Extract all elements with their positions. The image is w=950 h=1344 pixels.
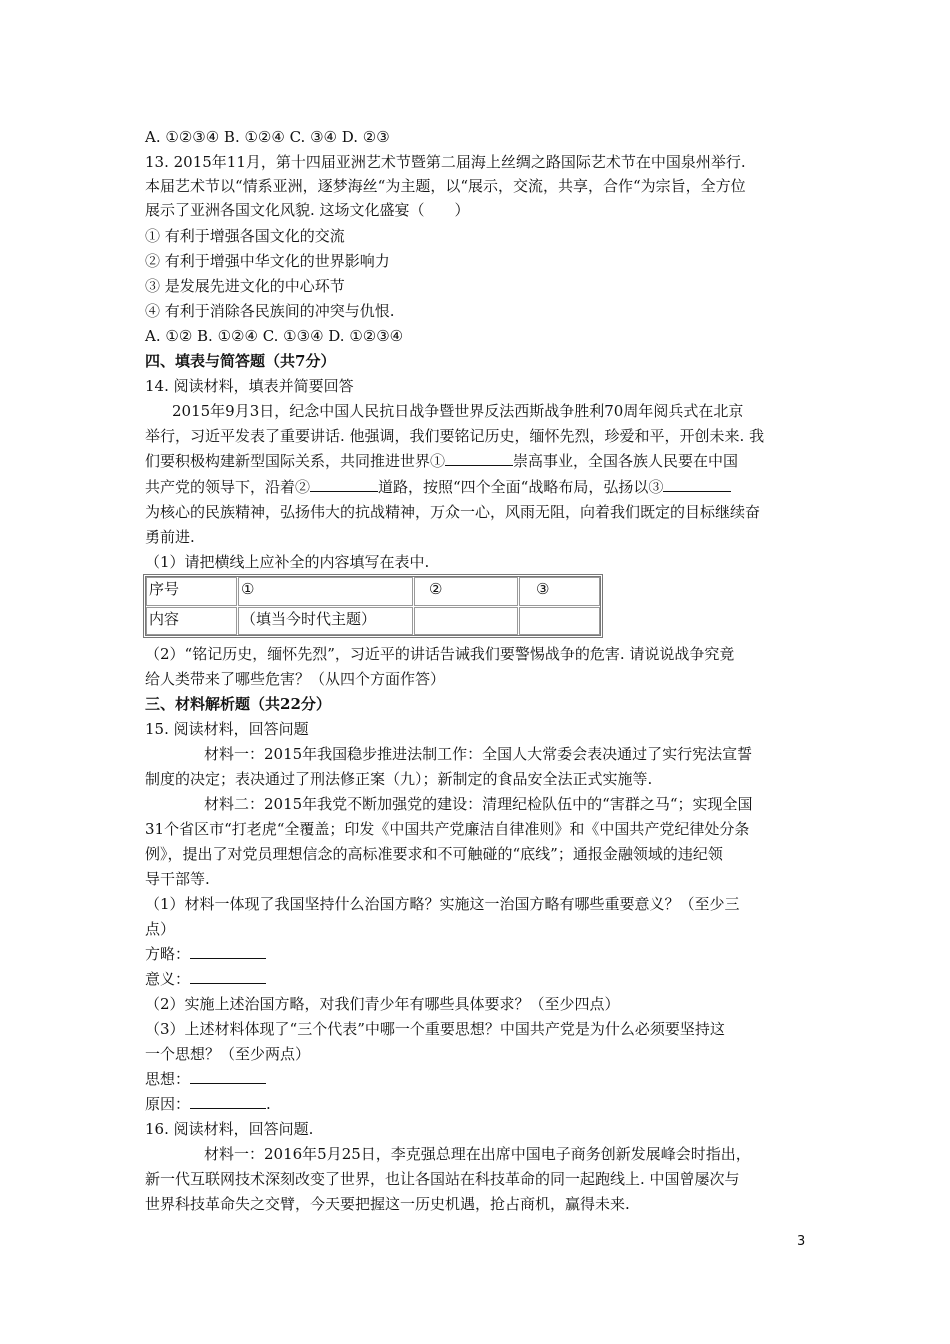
q14-material-line6: 勇前进. — [145, 528, 195, 546]
q15-material2-line3: 例》，提出了对党员理想信念的高标准要求和不可触碰的“底线”；通报金融领域的违纪领 — [145, 845, 723, 863]
q13-option-4: ④ 有利于消除各民族间的冲突与仇恨. — [145, 302, 395, 320]
q14-subquestion-2-line1: （2）“铭记历史，缅怀先烈”，习近平的讲话告诫我们要警惕战争的危害. 请说说战争究竟 — [145, 645, 735, 663]
table-answer-cell-3 — [519, 607, 600, 635]
table-answer-cell-1: （填当今时代主题） — [238, 607, 413, 635]
q16-stem: 16. 阅读材料，回答问题. — [145, 1120, 314, 1138]
significance-blank — [190, 969, 266, 984]
q12-answer-options: A. ①②③④ B. ①②④ C. ③④ D. ②③ — [145, 128, 390, 146]
page-number: 3 — [797, 1234, 806, 1249]
q15-subquestion-1-line2: 点） — [145, 920, 176, 938]
q14-material-line3: 们要积极构建新型国际关系，共同推进世界① 崇高事业，全国各族人民要在中国 — [145, 452, 739, 470]
q15-subquestion-3-line2: 一个思想？（至少两点） — [145, 1045, 311, 1063]
q14-material-line2: 举行，习近平发表了重要讲话. 他强调，我们要铭记历史，缅怀先烈，珍爱和平，开创未来. 我 — [145, 427, 765, 445]
q16-material1-line1: 材料一：2016年5月25日，李克强总理在出席中国电子商务创新发展峰会时指出， — [204, 1145, 751, 1163]
q14-subquestion-1: （1）请把横线上应补全的内容填写在表中. — [145, 553, 430, 571]
q14-material-line4: 共产党的领导下，沿着② 道路，按照“四个全面“战略布局，弘扬以③ — [145, 476, 731, 498]
blank-3 — [663, 477, 731, 492]
reason-answer-line: 原因： . — [145, 1095, 271, 1113]
q13-option-3: ③ 是发展先进文化的中心环节 — [145, 277, 345, 295]
q14-stem: 14. 阅读材料，填表并简要回答 — [145, 377, 354, 395]
q15-subquestion-3-line1: （3）上述材料体现了“三个代表”中哪一个重要思想？中国共产党是为什么必须要坚持这 — [145, 1020, 725, 1038]
table-row-label: 内容 — [146, 607, 237, 635]
q13-option-1: ① 有利于增强各国文化的交流 — [145, 227, 345, 245]
q15-stem: 15. 阅读材料，回答问题 — [145, 720, 309, 738]
q15-material1-line1: 材料一：2015年我国稳步推进法制工作：全国人大常委会表决通过了实行宪法宣誓 — [204, 745, 753, 763]
q15-subquestion-2: （2）实施上述治国方略，对我们青少年有哪些具体要求？（至少四点） — [145, 995, 620, 1013]
q15-subquestion-1-line1: （1）材料一体现了我国坚持什么治国方略？实施这一治国方略有哪些重要意义？（至少三 — [145, 895, 740, 913]
blank-1 — [445, 451, 513, 466]
q13-stem-line1: 13. 2015年11月，第十四届亚洲艺术节暨第二届海上丝绸之路国际艺术节在中国泉州举行. — [145, 153, 746, 171]
table-answer-cell-2 — [414, 607, 518, 635]
q14-subquestion-2-line2: 给人类带来了哪些危害？（从四个方面作答） — [145, 670, 446, 688]
q16-material1-line3: 世界科技革命失之交臂，今天要把握这一历史机遇，抢占商机，赢得未来. — [145, 1195, 630, 1213]
thought-answer-line: 思想： — [145, 1068, 266, 1090]
q15-material2-line2: 31个省区市“打老虎“全覆盖；印发《中国共产党廉洁自律准则》和《中国共产党纪律处分条 — [145, 820, 750, 838]
table-header-cell: ③ — [519, 577, 600, 606]
q13-stem-line3: 展示了亚洲各国文化风貌. 这场文化盛宴（ ） — [145, 201, 470, 219]
fill-in-table — [143, 574, 603, 638]
table-header-cell: ② — [414, 577, 518, 606]
q14-material-line1: 2015年9月3日，纪念中国人民抗日战争暨世界反法西斯战争胜利70周年阅兵式在北京 — [172, 402, 744, 420]
table-header-cell: ① — [238, 577, 413, 606]
q16-material1-line2: 新一代互联网技术深刻改变了世界，也让各国站在科技革命的同一起跑线上. 中国曾屡次与 — [145, 1170, 740, 1188]
strategy-answer-line: 方略： — [145, 943, 266, 965]
q13-stem-line2: 本届艺术节以“情系亚洲，逐梦海丝“为主题，以“展示，交流，共享，合作“为宗旨，全方位 — [145, 177, 746, 195]
q14-material-line5: 为核心的民族精神，弘扬伟大的抗战精神，万众一心，风雨无阻，向着我们既定的目标继续奋 — [145, 503, 761, 521]
q15-material2-line4: 导干部等. — [145, 870, 210, 888]
q13-option-2: ② 有利于增强中华文化的世界影响力 — [145, 252, 390, 270]
q15-material1-line2: 制度的决定；表决通过了刑法修正案（九）；新制定的食品安全法正式实施等. — [145, 770, 653, 788]
thought-blank — [190, 1069, 266, 1084]
blank-2 — [310, 477, 378, 492]
section-three-heading: 三、材料解析题（共22分） — [145, 695, 331, 713]
strategy-blank — [190, 944, 266, 959]
table-header-cell: 序号 — [146, 577, 237, 606]
q13-answer-options: A. ①② B. ①②④ C. ①③④ D. ①②③④ — [145, 327, 404, 345]
section-four-heading: 四、填表与简答题（共7分） — [145, 352, 336, 370]
significance-answer-line: 意义： — [145, 968, 266, 990]
reason-blank — [190, 1094, 266, 1109]
q15-material2-line1: 材料二：2015年我党不断加强党的建设：清理纪检队伍中的“害群之马“；实现全国 — [204, 795, 753, 813]
